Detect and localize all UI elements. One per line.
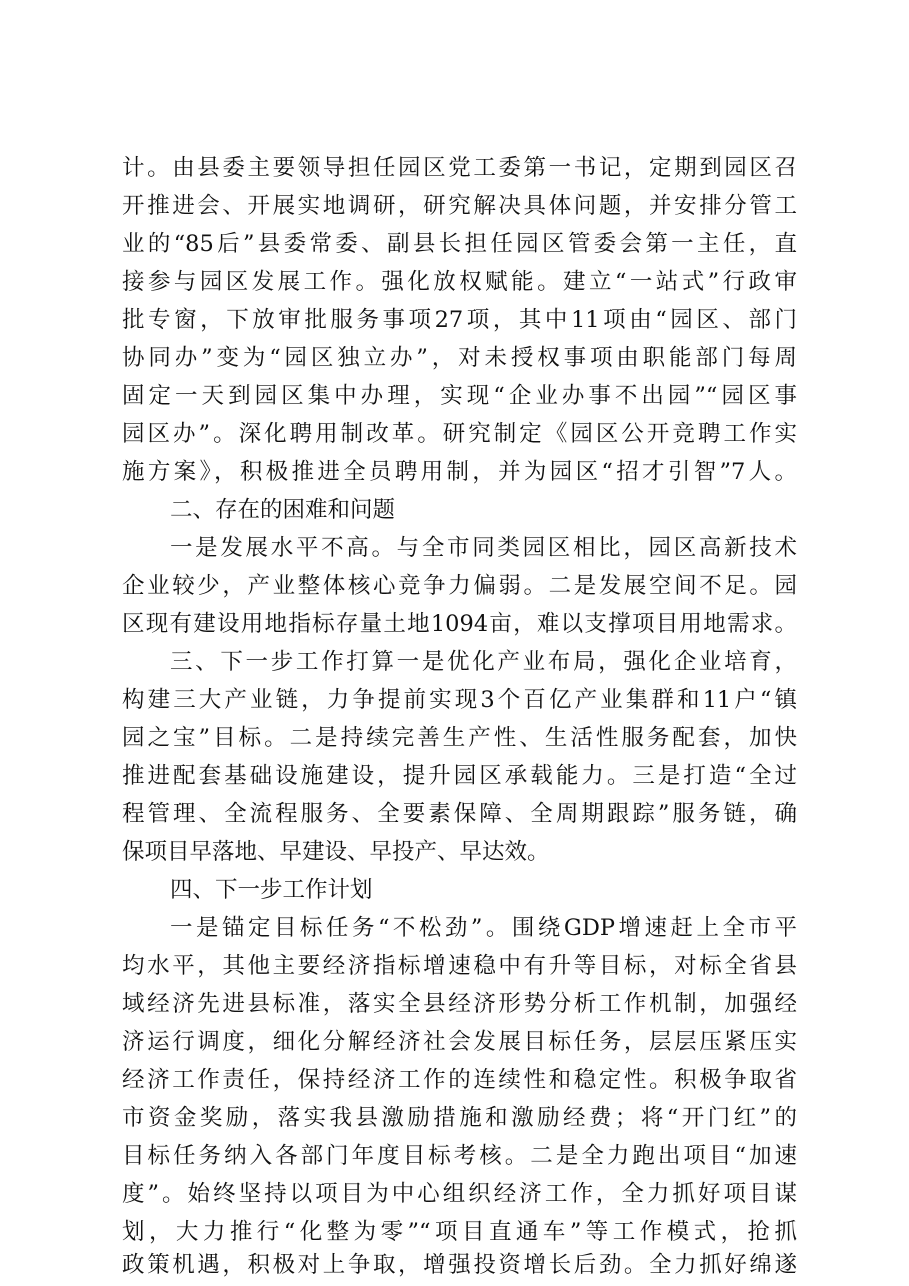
text-line: 园之宝”目标。二是持续完善生产性、生活性服务配套，加快 [122,725,797,751]
text-line: 经济工作责任，保持经济工作的连续性和稳定性。积极争取省 [122,1067,797,1093]
text-line: 济运行调度，细化分解经济社会发展目标任务，层层压紧压实 [122,1029,797,1055]
text-line: 开推进会、开展实地调研，研究解决具体问题，并安排分管工 [122,193,797,219]
text-line: 三、下一步工作打算一是优化产业布局，强化企业培育， [170,649,797,675]
text-line: 域经济先进县标准，落实全县经济形势分析工作机制，加强经 [122,991,797,1017]
text-line: 园区办”。深化聘用制改革。研究制定《园区公开竞聘工作实 [122,421,797,447]
text-line: 协同办”变为“园区独立办”，对未授权事项由职能部门每周 [122,345,797,371]
text-line: 程管理、全流程服务、全要素保障、全周期跟踪”服务链，确 [122,801,797,827]
section-heading: 二、存在的困难和问题 [170,497,396,523]
text-line: 接参与园区发展工作。强化放权赋能。建立“一站式”行政审 [122,269,797,295]
text-line: 均水平，其他主要经济指标增速稳中有升等目标，对标全省县 [122,953,797,979]
text-line: 一是锚定目标任务“不松劲”。围绕GDP增速赶上全市平 [170,915,797,941]
text-line: 业的“85后”县委常委、副县长担任园区管委会第一主任，直 [122,231,797,257]
text-line: 区现有建设用地指标存量土地1094亩，难以支撑项目用地需求。 [122,611,797,637]
text-line: 度”。始终坚持以项目为中心组织经济工作，全力抓好项目谋 [122,1181,797,1207]
text-line: 施方案》，积极推进全员聘用制，并为园区“招才引智”7人。 [122,459,797,485]
text-line: 一是发展水平不高。与全市同类园区相比，园区高新技术 [170,535,797,561]
text-line: 固定一天到园区集中办理，实现“企业办事不出园”“园区事 [122,383,797,409]
text-line: 市资金奖励，落实我县激励措施和激励经费；将“开门红”的 [122,1105,797,1131]
text-line: 目标任务纳入各部门年度目标考核。二是全力跑出项目“加速 [122,1143,797,1169]
text-line: 计。由县委主要领导担任园区党工委第一书记，定期到园区召 [122,155,797,181]
text-line: 保项目早落地、早建设、早投产、早达效。 [122,839,550,865]
text-line: 推进配套基础设施建设，提升园区承载能力。三是打造“全过 [122,763,797,789]
text-line: 批专窗，下放审批服务事项27项，其中11项由“园区、部门 [122,307,797,333]
text-line: 划，大力推行“化整为零”“项目直通车”等工作模式，抢抓 [122,1219,797,1245]
section-heading: 四、下一步工作计划 [170,877,373,903]
text-line: 政策机遇，积极对上争取，增强投资增长后劲。全力抓好绵遂 [122,1252,797,1278]
text-line: 构建三大产业链，力争提前实现3个百亿产业集群和11户“镇 [122,687,797,713]
text-line: 企业较少，产业整体核心竞争力偏弱。二是发展空间不足。园 [122,573,797,599]
